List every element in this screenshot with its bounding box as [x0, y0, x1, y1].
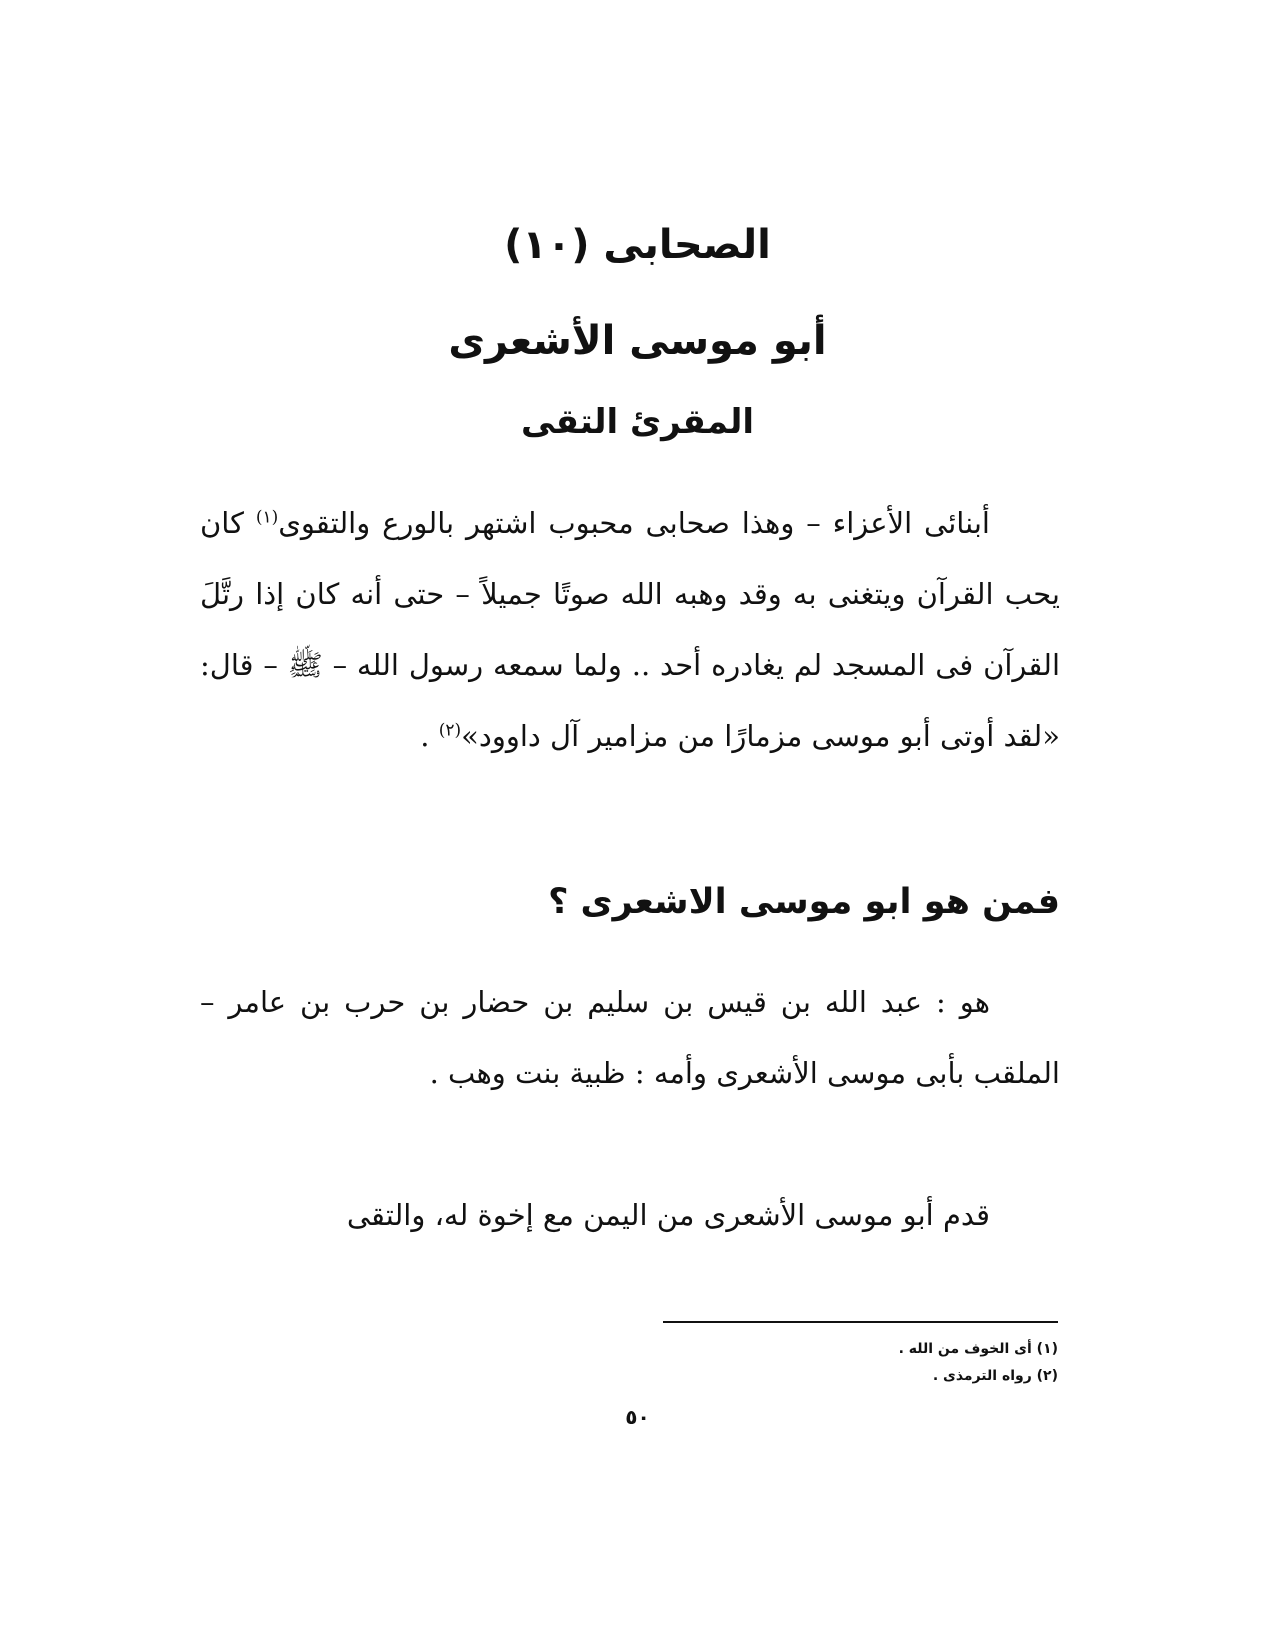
intro-text: أبنائى الأعزاء – وهذا صحابى محبوب اشتهر بالورع والتقوى	[278, 506, 990, 540]
epithet-title: المقرئ التقى	[520, 402, 754, 442]
identity-paragraph: هو : عبد الله بن قيس بن سليم بن حضار بن حرب بن عامر – الملقب بأبى موسى الأشعرى وأمه : ظبية بنت وهب .	[200, 985, 1060, 1090]
footnote-ref-1: (١)	[255, 507, 279, 528]
footnotes	[899, 1336, 1058, 1390]
footnote-2: (٢) رواه الترمذى .	[932, 1368, 1058, 1384]
section-heading: فمن هو ابو موسى الاشعرى ؟	[548, 882, 1060, 922]
arrival-paragraph: قدم أبو موسى الأشعرى من اليمن مع إخوة له، والتقى	[346, 1198, 990, 1232]
chapter-title: الصحابى (١٠)	[504, 222, 771, 268]
companion-name-title: أبو موسى الأشعرى	[448, 318, 827, 364]
page-number: ٥٠	[625, 1405, 650, 1429]
footnote-1: (١) أى الخوف من الله .	[898, 1341, 1058, 1357]
intro-end: .	[420, 719, 439, 753]
intro-paragraph	[200, 488, 1060, 772]
footnote-ref-2: (٢)	[438, 720, 462, 741]
footnote-divider	[663, 1321, 1058, 1323]
intro-text-2: كان يحب القرآن ويتغنى به وقد وهبه الله صوتًا جميلاً – حتى أنه كان إذا رتَّلَ القرآن فى المسجد لم يغادره أحد .. ولما سمعه رسول الله – ﷺ – قال: «لقد أوتى أبو موسى مزمارًا من مزامير آل داوود»	[200, 506, 1060, 753]
